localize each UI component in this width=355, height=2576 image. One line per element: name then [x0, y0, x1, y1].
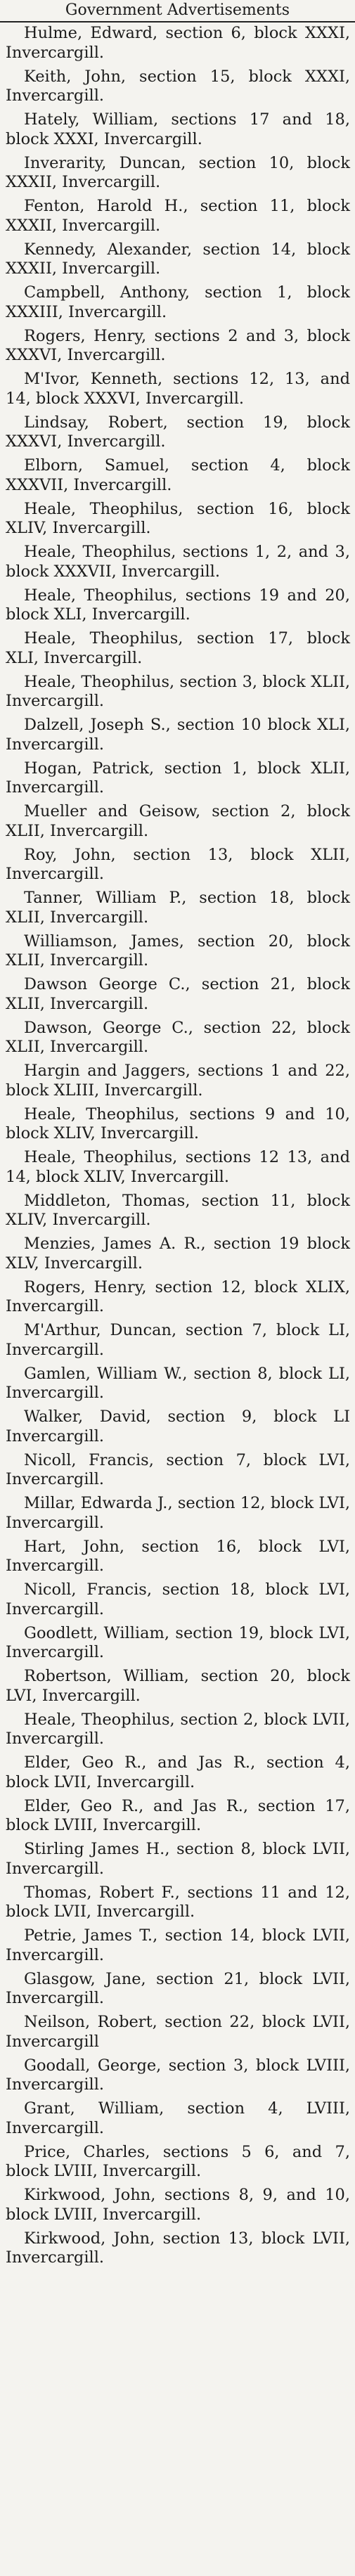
land-entry: Grant, William, section 4, LVIII, Invercargill.: [6, 2099, 350, 2137]
land-entry: Keith, John, section 15, block XXXI, Invercargill.: [6, 67, 350, 105]
section-header: Government Advertisements: [0, 0, 355, 22]
land-entry: Rogers, Henry, section 12, block XLIX, Invercargill.: [6, 1277, 350, 1315]
land-entry: Heale, Theophilus, sections 12 13, and 14, block XLIV, Invercargill.: [6, 1148, 350, 1186]
land-entry: Hately, William, sections 17 and 18, block XXXI, Invercargill.: [6, 110, 350, 148]
land-entry: Petrie, James T., section 14, block LVII, Invercargill.: [6, 1926, 350, 1964]
land-entry: Stirling James H., section 8, block LVII, Invercargill.: [6, 1840, 350, 1878]
land-entry: Menzies, James A. R., section 19 block XLV, Invercargill.: [6, 1235, 350, 1273]
land-entry: Heale, Theophilus, section 2, block LVII, Invercargill.: [6, 1710, 350, 1748]
land-entry: Elder, Geo R., and Jas R., section 4, block LVII, Invercargill.: [6, 1753, 350, 1791]
land-entry: Glasgow, Jane, section 21, block LVII, Invercargill.: [6, 1969, 350, 2007]
land-entry: Middleton, Thomas, section 11, block XLIV, Invercargill.: [6, 1191, 350, 1229]
land-entry: Robertson, William, section 20, block LVI, Invercargill.: [6, 1667, 350, 1705]
land-entry: Walker, David, section 9, block LI Invercargill.: [6, 1408, 350, 1445]
land-entry: Price, Charles, sections 5 6, and 7, block LVIII, Invercargill.: [6, 2142, 350, 2180]
land-entry: Nicoll, Francis, section 7, block LVI, Invercargill.: [6, 1450, 350, 1488]
land-entry: Dawson George C., section 21, block XLII, Invercargill.: [6, 975, 350, 1013]
land-entry: Hargin and Jaggers, sections 1 and 22, block XLIII, Invercargill.: [6, 1062, 350, 1100]
land-entry: Tanner, William P., section 18, block XLII, Invercargill.: [6, 889, 350, 927]
land-entry: Inverarity, Duncan, section 10, block XXXII, Invercargill.: [6, 153, 350, 191]
land-entry: Heale, Theophilus, section 3, block XLII, Invercargill.: [6, 672, 350, 710]
land-entry: Lindsay, Robert, section 19, block XXXVI, Invercargill.: [6, 413, 350, 451]
land-entry: Gamlen, William W., section 8, block LI, Invercargill.: [6, 1364, 350, 1402]
land-entry: Fenton, Harold H., section 11, block XXXII, Invercargill.: [6, 197, 350, 235]
land-entry: Kirkwood, John, sections 8, 9, and 10, block LVIII, Invercargill.: [6, 2186, 350, 2224]
land-entry: Thomas, Robert F., sections 11 and 12, block LVII, Invercargill.: [6, 1883, 350, 1921]
land-entry: Heale, Theophilus, sections 1, 2, and 3, block XXXVII, Invercargill.: [6, 543, 350, 581]
land-entry: Elborn, Samuel, section 4, block XXXVII, Invercargill.: [6, 456, 350, 494]
land-entry: Millar, Edwarda J., section 12, block LVI, Invercargill.: [6, 1494, 350, 1532]
entry-list: [6, 24, 350, 2272]
land-entry: Hart, John, section 16, block LVI, Invercargill.: [6, 1537, 350, 1575]
land-entry: Goodlett, William, section 19, block LVI, Invercargill.: [6, 1623, 350, 1661]
land-entry: Dalzell, Joseph S., section 10 block XLI, Invercargill.: [6, 716, 350, 754]
land-entry: Williamson, James, section 20, block XLII, Invercargill.: [6, 932, 350, 970]
land-entry: Nicoll, Francis, section 18, block LVI, Invercargill.: [6, 1580, 350, 1618]
land-entry: Heale, Theophilus, section 17, block XLI, Invercargill.: [6, 629, 350, 667]
land-entry: Hogan, Patrick, section 1, block XLII, Invercargill.: [6, 759, 350, 797]
land-entry: Hulme, Edward, section 6, block XXXI, Invercargill.: [6, 24, 350, 62]
land-entry: Roy, John, section 13, block XLII, Invercargill.: [6, 845, 350, 883]
land-entry: Heale, Theophilus, sections 19 and 20, block XLI, Invercargill.: [6, 586, 350, 624]
land-entry: Kirkwood, John, section 13, block LVII, Invercargill.: [6, 2229, 350, 2267]
land-entry: M'Ivor, Kenneth, sections 12, 13, and 14, block XXXVI, Invercargill.: [6, 370, 350, 408]
land-entry: Kennedy, Alexander, section 14, block XXXII, Invercargill.: [6, 240, 350, 278]
land-entry: Heale, Theophilus, sections 9 and 10, block XLIV, Invercargill.: [6, 1105, 350, 1142]
land-entry: Heale, Theophilus, section 16, block XLIV, Invercargill.: [6, 499, 350, 537]
land-entry: Neilson, Robert, section 22, block LVII, Invercargill: [6, 2013, 350, 2051]
land-entry: Rogers, Henry, sections 2 and 3, block XXXVI, Invercargill.: [6, 326, 350, 364]
land-entry: Elder, Geo R., and Jas R., section 17, block LVIII, Invercargill.: [6, 1796, 350, 1834]
land-entry: Goodall, George, section 3, block LVIII, Invercargill.: [6, 2056, 350, 2094]
land-entry: M'Arthur, Duncan, section 7, block LI, Invercargill.: [6, 1321, 350, 1359]
land-entry: Mueller and Geisow, section 2, block XLII, Invercargill.: [6, 802, 350, 840]
land-entry: Dawson, George C., section 22, block XLII, Invercargill.: [6, 1018, 350, 1056]
land-entry: Campbell, Anthony, section 1, block XXXIII, Invercargill.: [6, 283, 350, 321]
